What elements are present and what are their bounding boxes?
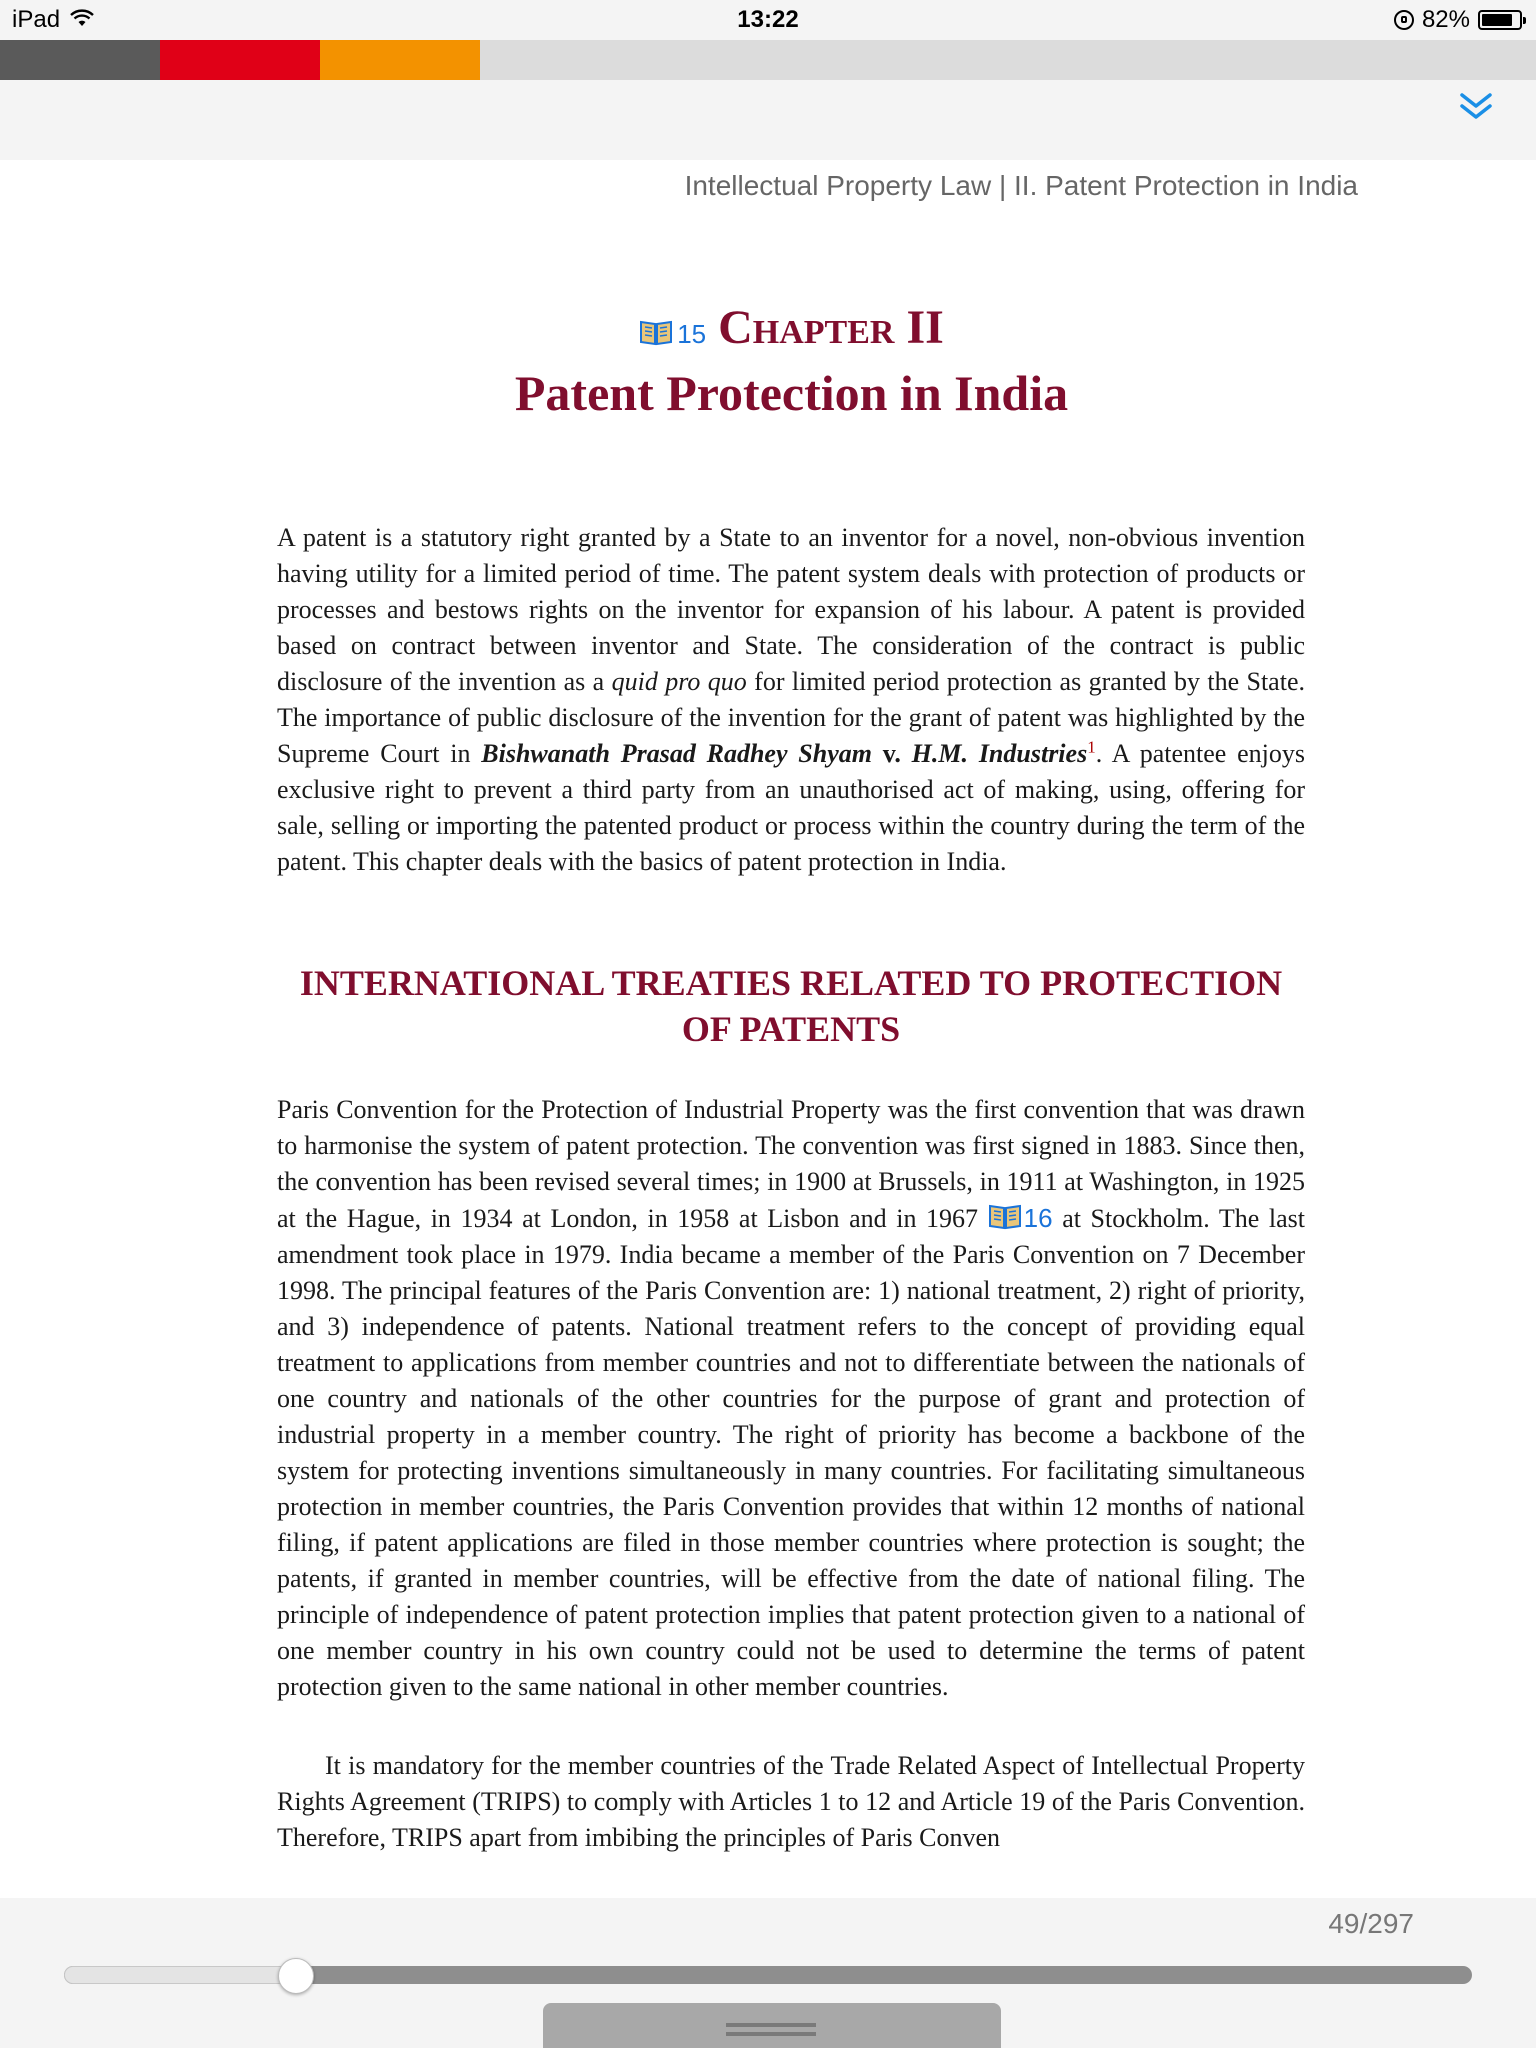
tab-orange[interactable] [320, 40, 480, 80]
device-name: iPad [12, 6, 61, 33]
page-count: 49/297 [1328, 1908, 1414, 1939]
tab-gray[interactable] [0, 40, 160, 80]
chapter-label: Chapter II [718, 301, 944, 354]
tab-red[interactable] [160, 40, 320, 80]
reader-toolbar [0, 80, 1536, 160]
battery-fill [1482, 14, 1512, 26]
section-heading: INTERNATIONAL TREATIES RELATED TO PROTECTION OF PATENTS [299, 963, 1283, 1049]
paragraph-intro [277, 520, 1305, 880]
page-slider-progress [64, 1966, 296, 1984]
grip-line [726, 2032, 816, 2036]
page-ref-link[interactable]: 16 [1023, 1203, 1053, 1233]
text-run: Paris Convention for the Protection of Industrial Property was the first convention that was drawn to harmonise the system of patent protection. The convention was first signed in 1883. Since then, the convention has been revised several times; in 1900 at Brussels, in 1911 at Washington, in 1925 at the Hague, in 1934 at London, in 1958 at Lisbon and in 1967 [277, 1095, 1305, 1233]
battery-percent: 82% [1421, 6, 1470, 33]
paragraph-trips: It is mandatory for the member countries of the Trade Related Aspect of Intellectual Property Rights Agreement (TRIPS) to comply with Articles 1 to 12 and Article 19 of the Paris Convention. Therefore, TRIPS apart from imbibing the principles of Paris Conven [277, 1751, 1305, 1852]
rotation-lock-icon [1394, 10, 1414, 30]
chapter-label-line [0, 300, 1536, 355]
case-name-part1: Bishwanath Prasad Radhey Shyam [481, 739, 872, 768]
footnote-ref[interactable]: 1 [1087, 737, 1096, 757]
clock: 13:22 [737, 6, 799, 33]
text-run: for limited period protection as granted by the State. The importance of public disclosure of the invention for the grant of patent was highlighted by the Supreme Court in [277, 667, 1305, 768]
chapter-title: Patent Protection in India [514, 365, 1069, 421]
drawer-handle[interactable] [543, 2003, 1001, 2048]
case-name-part2: H.M. Industries [911, 739, 1088, 768]
text-run: at Stockholm. The last amendment took place in 1979. India became a member of the Paris Convention on 7 December 1998. The principal features of the Paris Convention are: 1) national treatment, 2) right of priority, and 3) independence of patents. National treatment refers to the concept of providing equal treatment to applications from member countries and not to differentiate between the nationals of one country and nationals of the other countries for the purpose of grant and protection of industrial property in a member country. The right of priority has become a backbone of the system for protecting inventions simultaneously in many countries. For facilitating simultaneous protection in member countries, the Paris Convention provides that within 12 months of national filing, if patent applications are filed in those member countries where protection is sought; the patents, if granted in member countries, will be effective from the date of national filing. The principle of independence of patent protection implies that patent protection given to a national of one member country in his own country could not be used to determine the terms of patent protection given to the same national in other member countries. [277, 1204, 1305, 1701]
text-run: . A patentee enjoys exclusive right to prevent a third party from an unauthorised act of making, using, offering for sale, selling or importing the patented product or process within the country during the term of the patent. This chapter deals with the basics of patent protection in India. [277, 739, 1305, 876]
running-head: Intellectual Property Law | II. Patent Protection in India [684, 170, 1358, 201]
book-icon[interactable] [639, 318, 673, 346]
battery-icon [1478, 10, 1522, 30]
versus: v. [872, 739, 912, 768]
text-run: A patent is a statutory right granted by a State to an inventor for a novel, non-obvious invention having utility for a limited period of time. The patent system deals with protection of products or processes and bestows rights on the inventor for expansion of his labour. A patent is provided based on contract between inventor and State. The consideration of the contract is public disclosure of the invention as a [277, 523, 1305, 696]
status-right [1394, 6, 1522, 34]
chapter-page-ref[interactable]: 15 [677, 319, 707, 349]
status-bar [0, 0, 1536, 40]
grip-line [726, 2023, 816, 2027]
paragraph-paris-convention [277, 1092, 1305, 1705]
italic-term: quid pro quo [611, 667, 747, 696]
book-icon[interactable] [988, 1202, 1022, 1230]
color-tab-bar [0, 40, 1536, 80]
chevron-double-down-icon[interactable] [1458, 92, 1494, 122]
